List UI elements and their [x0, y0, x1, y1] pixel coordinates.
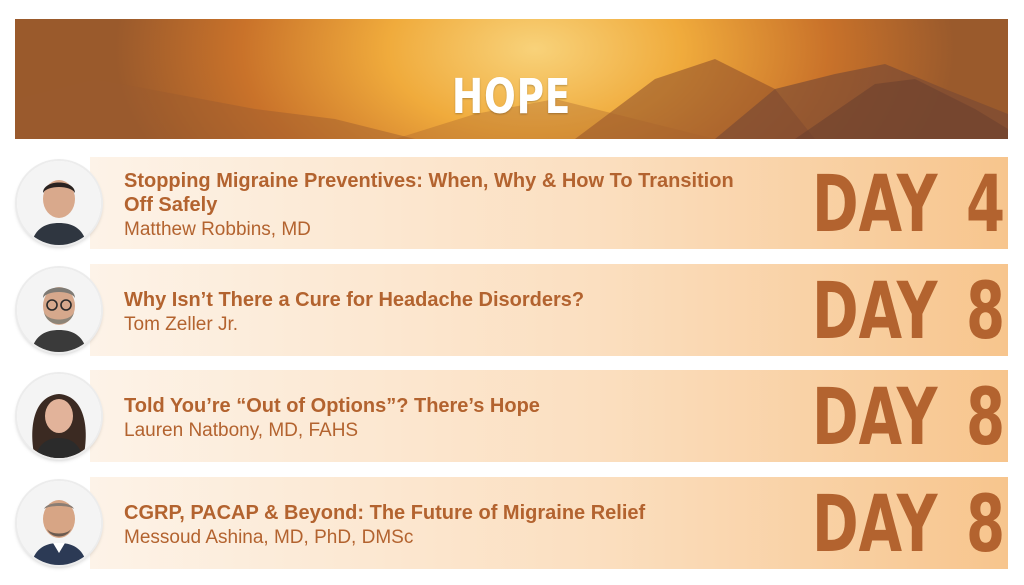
speaker-avatar	[17, 268, 101, 352]
speaker-name: Matthew Robbins, MD	[124, 219, 311, 240]
day-number: 8	[966, 267, 1006, 357]
day-number: 8	[966, 480, 1006, 570]
day-label: DAY	[812, 480, 938, 570]
day-number: 4	[966, 160, 1006, 250]
speaker-avatar	[17, 374, 101, 458]
speaker-avatar	[17, 481, 101, 565]
session-row[interactable]	[15, 477, 1008, 569]
speaker-name: Lauren Natbony, MD, FAHS	[124, 420, 359, 441]
speaker-name: Messoud Ashina, MD, PhD, DMSc	[124, 527, 414, 548]
session-title: Told You’re “Out of Options”? There’s Hope	[124, 395, 540, 417]
speaker-avatar	[17, 161, 101, 245]
day-label: DAY	[812, 267, 938, 357]
day-label: DAY	[812, 373, 938, 463]
day-number: 8	[966, 373, 1006, 463]
session-row[interactable]	[15, 264, 1008, 356]
day-label: DAY	[812, 160, 938, 250]
session-title: CGRP, PACAP & Beyond: The Future of Migraine Relief	[124, 502, 646, 524]
banner-title: HOPE	[451, 69, 572, 125]
hope-banner	[15, 19, 1008, 139]
session-row[interactable]	[15, 157, 1008, 249]
session-title: Stopping Migraine Preventives: When, Why & How To Transition Off Safely	[124, 170, 734, 216]
session-row[interactable]	[15, 370, 1008, 462]
session-title: Why Isn’t There a Cure for Headache Disorders?	[124, 289, 585, 311]
speaker-name: Tom Zeller Jr.	[124, 314, 239, 335]
